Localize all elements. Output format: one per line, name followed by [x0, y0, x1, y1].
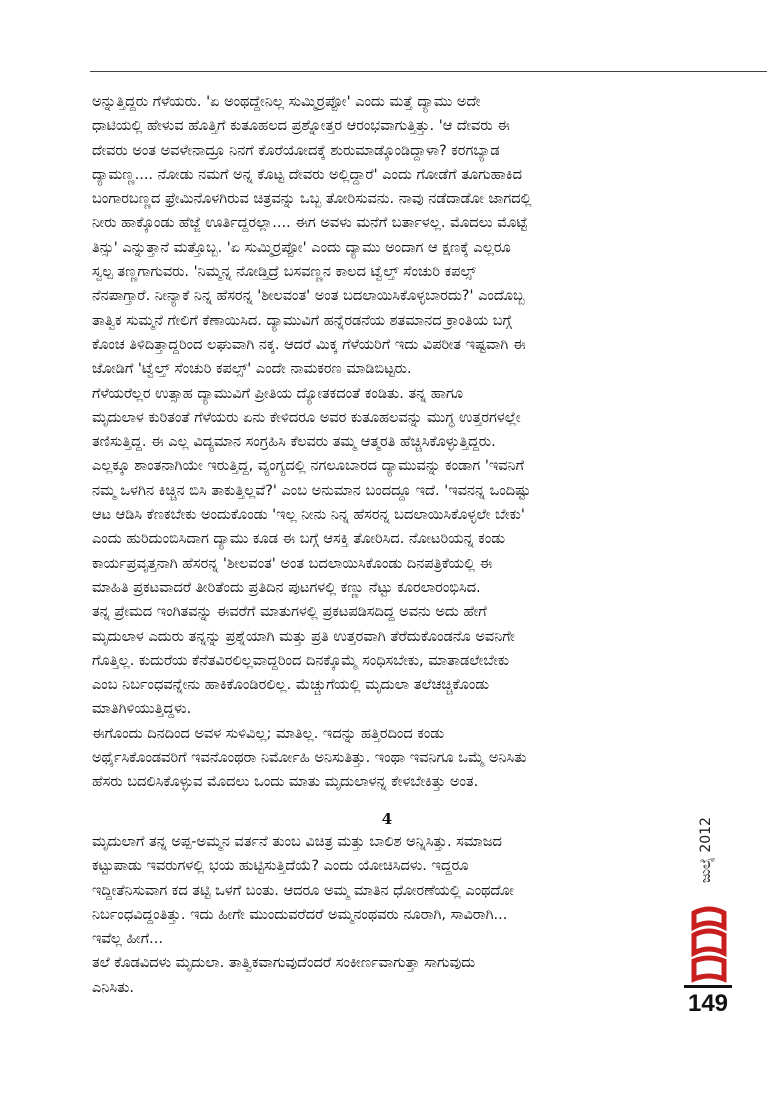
- article-body: [92, 90, 682, 996]
- text-line: ದೇವರು ಅಂತ ಅವಳೇನಾದ್ರೂ ನಿನಗೆ ಕೊರೆಯೋದಕ್ಕೆ ಶುರುಮಾಡ್ಕೊಂಡಿದ್ದಾಳಾ? ಕರಗಬ್ಯಾಡ: [92, 142, 500, 159]
- logo-glyphs: [694, 909, 724, 979]
- text-line: ನಮ್ಮ ಒಳಗಿನ ಕಿಚ್ಚಿನ ಬಿಸಿ ತಾಕುತ್ತಿಲ್ಲವೆ?' ಎಂಬ ಅನುಮಾನ ಬಂದದ್ದೂ ಇದೆ. 'ಇವನನ್ನ ಒಂದಿಷ್ಟು: [92, 482, 531, 499]
- text-line: ಈಗೊಂದು ದಿನದಿಂದ ಅವಳ ಸುಳಿವಿಲ್ಲ; ಮಾತಿಲ್ಲ. ಇದನ್ನು ಹತ್ತಿರದಿಂದ ಕಂಡು: [92, 725, 445, 742]
- text-line: ಕಟ್ಟುಪಾಡು ಇವರುಗಳಲ್ಲಿ ಭಯ ಹುಟ್ಟಿಸುತ್ತಿದೆಯೆ? ಎಂದು ಯೋಚಿಸಿದಳು. ಇದ್ದರೂ: [92, 858, 469, 875]
- text-line: ಎಂದು ಹುರಿದುಂಬಿಸಿದಾಗ ದ್ಯಾಮು ಕೂಡ ಈ ಬಗ್ಗೆ ಆಸಕ್ತಿ ತೋರಿಸಿದ. ನೋಟರಿಯನ್ನ ಕಂಡು: [92, 531, 506, 548]
- issue-date: [686, 800, 726, 900]
- text-line: ಮಾತಿಗಿಳಿಯುತ್ತಿದ್ದಳು.: [92, 701, 192, 718]
- paragraph: [92, 830, 682, 951]
- text-line: ಗೆಳೆಯರೆಲ್ಲರ ಉತ್ಸಾಹ ದ್ಯಾಮುವಿಗೆ ಪ್ರೀತಿಯ ದ್ಯೋತಕದಂತೆ ಕಂಡಿತು. ತನ್ನ ಹಾಗೂ: [92, 385, 464, 402]
- text-line: ಅರ್ಥೈಸಿಕೊಂಡವರಿಗೆ ಇವನೊಂಥರಾ ನಿರ್ಮೋಹಿ ಅನಿಸುತಿತ್ತು. ಇಂಥಾ ಇವನಿಗೂ ಒಮ್ಮೆ ಅನಿಸಿತು: [92, 750, 527, 767]
- page-number: 149: [687, 990, 729, 1017]
- text-line: ಮಾಹಿತಿ ಪ್ರಕಟವಾದರೆ ತೀರಿತೆಂದು ಪ್ರತಿದಿನ ಪುಟಗಳಲ್ಲಿ ಕಣ್ಣು ನೆಟ್ಟು ಕೂರಲಾರಂಭಿಸಿದ.: [92, 579, 481, 596]
- text-line: ಇವೆಲ್ಲ ಹೀಗೆ...: [92, 931, 163, 948]
- text-line: ಎಲ್ಲಕ್ಕೂ ಶಾಂತನಾಗಿಯೇ ಇರುತ್ತಿದ್ದ, ವ್ಯಂಗ್ಯದಲ್ಲಿ ನಗಲೂಬಾರದ ದ್ಯಾಮುವನ್ನು ಕಂಡಾಗ 'ಇವನಿಗೆ: [92, 458, 525, 475]
- paragraph: [92, 722, 682, 795]
- section-number: 4: [381, 810, 393, 828]
- text-line: ಆಟ ಆಡಿಸಿ ಕೆಣಕಬೇಕು ಅಂದುಕೊಂಡು 'ಇಲ್ಲ ನೀನು ನಿನ್ನ ಹೆಸರನ್ನ ಬದಲಾಯಿಸಿಕೊಳ್ಳಲೇ ಬೇಕು': [92, 507, 525, 524]
- text-line: ತನ್ನ ಪ್ರೇಮದ ಇಂಗಿತವನ್ನು ಈವರೆಗೆ ಮಾತುಗಳಲ್ಲಿ ಪ್ರಕಟಪಡಿಸದಿದ್ದ ಅವನು ಅದು ಹೇಗೆ: [92, 604, 487, 621]
- magazine-logo: [688, 905, 730, 985]
- paragraph: [92, 382, 682, 601]
- text-line: ಅನ್ನುತ್ತಿದ್ದರು ಗೆಳೆಯರು. 'ಏ ಅಂಥದ್ದೇನಿಲ್ಲ ಸುಮ್ಮಿರ್ರಪ್ಪೋ' ಎಂದು ಮತ್ತೆ ದ್ಯಾಮು ಅದೇ: [92, 94, 481, 110]
- text-line: ಕೊಂಚ ತಿಳಿದಿತ್ತಾದ್ದರಿಂದ ಲಘುವಾಗಿ ನಕ್ಕ. ಆದರೆ ಮಿಕ್ಕ ಗೆಳೆಯರಿಗೆ ಇದು ವಿಪರೀತ ಇಷ್ಟವಾಗಿ ಈ: [92, 336, 526, 353]
- paragraph: [92, 951, 682, 1000]
- text-line: ಜೋಡಿಗೆ 'ಟ್ವೆಲ್ತ್ ಸೆಂಚುರಿ ಕಪಲ್ಸ್' ಎಂದೇ ನಾಮಕರಣ ಮಾಡಿಬಿಟ್ಟರು.: [92, 361, 412, 378]
- section-one: [92, 90, 682, 795]
- text-line: ತಾತ್ವಿಕ ಸುಮ್ಮನೆ ಗೇಲಿಗೆ ಕೆಣಾಯಿಸಿದ. ದ್ಯಾಮುವಿಗೆ ಹನ್ನೆರಡನೆಯ ಶತಮಾನದ ಕ್ರಾಂತಿಯ ಬಗ್ಗೆ: [92, 312, 512, 329]
- page-number-rule: [684, 985, 732, 988]
- text-line: ಹೆಸರು ಬದಲಿಸಿಕೊಳ್ಳುವ ಮೊದಲು ಒಂದು ಮಾತು ಮೃದುಲಾಳನ್ನ ಕೇಳಬೇಕಿತ್ತು ಅಂತ.: [92, 774, 479, 791]
- text-line: ಧಾಟಿಯಲ್ಲಿ ಹೇಳುವ ಹೊತ್ತಿಗೆ ಕುತೂಹಲದ ಪ್ರಶ್ನೋತ್ತರ ಆರಂಭವಾಗುತ್ತಿತ್ತು. 'ಆ ದೇವರು ಈ: [92, 118, 510, 135]
- text-line: ತಿನ್ಸು' ಎನ್ನುತ್ತಾನೆ ಮತ್ತೊಬ್ಬ. 'ಏ ಸುಮ್ಮಿರ್ರಪ್ಪೋ' ಎಂದು ದ್ಯಾಮು ಅಂದಾಗ ಆ ಕ್ಷಣಕ್ಕೆ ಎಲ್ಲರೂ: [92, 239, 511, 256]
- text-line: ಇದ್ದೀತೆನಿಸುವಾಗ ಕದ ತಟ್ಟಿ ಒಳಗೆ ಬಂತು. ಆದರೂ ಅಮ್ಮ ಮಾತಿನ ಧೋರಣೆಯಲ್ಲಿ ಎಂಥದೋ: [92, 882, 514, 899]
- text-line: ಮೃದುಲಾಳ ಎದುರು ತನ್ನನ್ನು ಪ್ರಶ್ನೆಯಾಗಿ ಮತ್ತು ಪ್ರತಿ ಉತ್ತರವಾಗಿ ತೆರೆದುಕೊಂಡನೊ ಅವನಿಗೇ: [92, 628, 515, 645]
- paragraph: [92, 600, 682, 721]
- text-line: ದ್ಯಾಮಣ್ಣ.... ನೋಡು ನಮಗೆ ಅನ್ನ ಕೊಟ್ಟ ದೇವರು ಅಲ್ಲಿದ್ದಾರೆ' ಎಂದು ಗೋಡೆಗೆ ತೂಗುಹಾಕಿದ: [92, 166, 522, 183]
- text-line: ನೀರು ಹಾಕ್ಕೊಂಡು ಹೆಜ್ಜೆ ಊರ್ತಿದ್ದರಲ್ಲಾ.... ಈಗ ಅವಳು ಮನೆಗೆ ಬರ್ತಾಳಲ್ಲ. ಮೊದಲು ಮೊಟ್ಟೆ: [92, 215, 528, 232]
- text-line: ತಲೆ ಕೊಡವಿದಳು ಮೃದುಲಾ. ತಾತ್ವಿಕವಾಗುವುದೆಂದರೆ ಸಂಕೀರ್ಣವಾಗುತ್ತಾ ಸಾಗುವುದು: [92, 955, 476, 972]
- text-line: ಮೃದುಲಾಗೆ ತನ್ನ ಅಪ್ಪ-ಅಮ್ಮನ ವರ್ತನೆ ತುಂಬ ವಿಚಿತ್ರ ಮತ್ತು ಬಾಲಿಶ ಅನ್ನಿಸಿತ್ತು. ಸಮಾಜದ: [92, 834, 502, 850]
- text-line: ಬಂಗಾರಬಣ್ಣದ ಫ್ರೇಮಿನೊಳಗಿರುವ ಚಿತ್ರವನ್ನು ಒಬ್ಬ ತೋರಿಸುವನು. ನಾವು ನಡೆದಾಡೋ ಜಾಗದಲ್ಲಿ: [92, 191, 532, 208]
- text-line: ಗೊತ್ತಿಲ್ಲ. ಕುದುರೆಯ ಕೆನೆತವಿರಲಿಲ್ಲವಾದ್ದರಿಂದ ದಿನಕ್ಕೊಮ್ಮೆ ಸಂಧಿಸಬೇಕು, ಮಾತಾಡಲೇಬೇಕು: [92, 652, 510, 669]
- text-line: ನೆನಪಾಗ್ತಾರೆ. ನೀನ್ಯಾಕೆ ನಿನ್ನ ಹೆಸರನ್ನ 'ಶೀಲವಂತ' ಅಂತ ಬದಲಾಯಿಸಿಕೊಳ್ಳಬಾರದು?' ಎಂದೊಬ್ಬ: [92, 288, 525, 305]
- issue-date-text: ಜುಲೈ 2012: [698, 817, 714, 883]
- top-rule: [90, 71, 767, 72]
- text-line: ಮೃದುಲಾಳ ಕುರಿತಂತೆ ಗೆಳೆಯರು ಏನು ಕೇಳಿದರೂ ಅವರ ಕುತೂಹಲವನ್ನು ಮುಗ್ಧ ಉತ್ತರಗಳಲ್ಲೇ: [92, 409, 521, 426]
- text-line: ತಣಿಸುತ್ತಿದ್ದ. ಈ ಎಲ್ಲ ವಿದ್ಯಮಾನ ಸಂಗ್ರಹಿಸಿ ಕೆಲವರು ತಮ್ಮ ಆತ್ಮರತಿ ಹೆಚ್ಚಿಸಿಕೊಳ್ಳುತ್ತಿದ್ದರು.: [92, 434, 496, 451]
- paragraph: [92, 90, 682, 382]
- text-line: ಎಂಬ ನಿರ್ಬಂಧವನ್ನೇನು ಹಾಕಿಕೊಂಡಿರಲಿಲ್ಲ. ಮೆಚ್ಚುಗೆಯಲ್ಲಿ ಮೃದುಲಾ ತಲೆಚಚ್ಚಿಕೊಂಡು: [92, 677, 490, 694]
- text-line: ಸ್ವಲ್ಪ ತಣ್ಣಗಾಗುವರು. 'ನಿಮ್ಮನ್ನ ನೋಡ್ತಿದ್ರೆ ಬಸವಣ್ಣನ ಕಾಲದ ಟ್ವೆಲ್ತ್ ಸೆಂಚುರಿ ಕಪಲ್ಸ್: [92, 264, 476, 281]
- section-two: [92, 830, 682, 1000]
- text-line: ನಿರ್ಬಂಧವಿದ್ದಂತಿತ್ತು. ಇದು ಹೀಗೇ ಮುಂದುವರೆದರೆ ಅಮ್ಮನಂಥವರು ನೂರಾಗಿ, ಸಾವಿರಾಗಿ...: [92, 906, 508, 923]
- text-line: ಎನಿಸಿತು.: [92, 979, 134, 996]
- text-line: ಕಾರ್ಯಪ್ರವೃತ್ತನಾಗಿ ಹೆಸರನ್ನ 'ಶೀಲವಂತ' ಅಂತ ಬದಲಾಯಿಸಿಕೊಂಡು ದಿನಪತ್ರಿಕೆಯಲ್ಲಿ ಈ: [92, 555, 493, 572]
